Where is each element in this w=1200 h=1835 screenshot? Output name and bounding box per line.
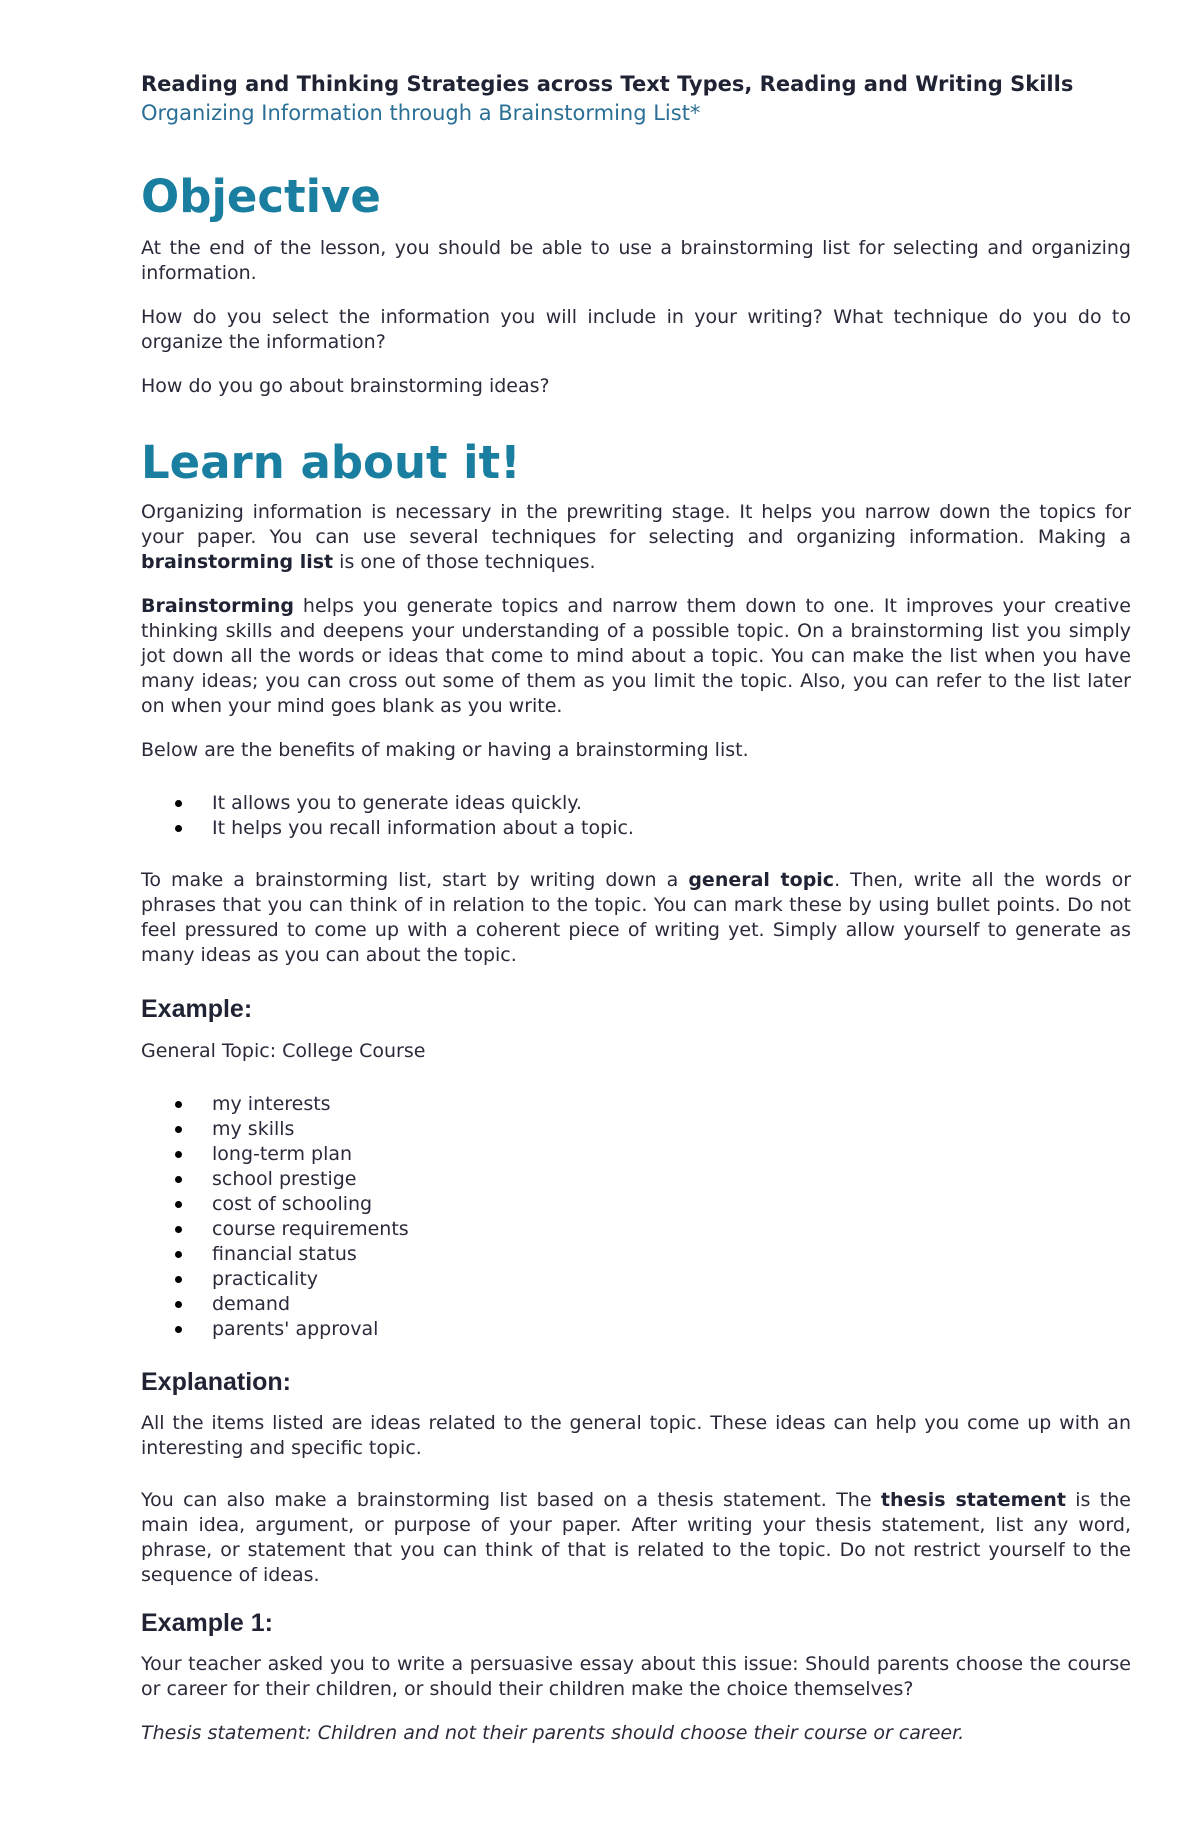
list-item: It allows you to generate ideas quickly. xyxy=(141,791,634,816)
example-heading: Example: xyxy=(141,995,253,1023)
document-header-subtitle: Organizing Information through a Brainstorming List* xyxy=(141,101,701,125)
list-item: practicality xyxy=(141,1267,409,1292)
bullet-icon xyxy=(175,1101,182,1108)
bullet-icon xyxy=(175,1326,182,1333)
bullet-icon xyxy=(175,1201,182,1208)
objective-heading: Objective xyxy=(141,170,381,223)
explanation-paragraph-2: You can also make a brainstorming list based on a thesis statement. The thesis statement is the main idea, argument, or purpose of your paper. After writing your thesis statement, list any word, phrase, or statement that you can think of that is related to the topic. Do not restrict yourself to the sequence of ideas. xyxy=(141,1489,1131,1586)
example-general-topic: General Topic: College Course xyxy=(141,1040,426,1062)
example-brainstorming-list xyxy=(141,1092,409,1342)
bullet-icon xyxy=(175,1126,182,1133)
objective-paragraph-3: How do you go about brainstorming ideas? xyxy=(141,375,550,397)
list-item: my skills xyxy=(141,1117,409,1142)
explanation-heading: Explanation: xyxy=(141,1368,292,1396)
bullet-icon xyxy=(175,800,182,807)
list-item: It helps you recall information about a topic. xyxy=(141,816,634,841)
list-item: my interests xyxy=(141,1092,409,1117)
list-item: financial status xyxy=(141,1242,409,1267)
explanation-paragraph-1: All the items listed are ideas related to the general topic. These ideas can help you come up with an interesting and specific topic. xyxy=(141,1412,1131,1459)
list-item: cost of schooling xyxy=(141,1192,409,1217)
bullet-icon xyxy=(175,1151,182,1158)
list-item: school prestige xyxy=(141,1167,409,1192)
benefits-list xyxy=(141,791,634,841)
example1-paragraph: Your teacher asked you to write a persuasive essay about this issue: Should parents choose the course or career for their children, or should their children make the choice themselves? xyxy=(141,1653,1131,1700)
bullet-icon xyxy=(175,1251,182,1258)
bullet-icon xyxy=(175,1176,182,1183)
objective-paragraph-2: How do you select the information you will include in your writing? What technique do you do to organize the information? xyxy=(141,306,1131,353)
list-item: long-term plan xyxy=(141,1142,409,1167)
learn-paragraph-4: To make a brainstorming list, start by writing down a general topic. Then, write all the words or phrases that you can think of in relation to the topic. You can mark these by using bullet points. Do not feel pressured to come up with a coherent piece of writing yet. Simply allow yourself to generate as many ideas as you can about the topic. xyxy=(141,869,1132,966)
learn-paragraph-1: Organizing information is necessary in the prewriting stage. It helps you narrow down the topics for your paper. You can use several techniques for selecting and organizing information. Making a brainstorming list is one of those techniques. xyxy=(141,501,1131,573)
bullet-icon xyxy=(175,1276,182,1283)
list-item: course requirements xyxy=(141,1217,409,1242)
learn-paragraph-2: Brainstorming helps you generate topics and narrow them down to one. It improves your creative thinking skills and deepens your understanding of a possible topic. On a brainstorming list you simply jot down all the words or ideas that come to mind about a topic. You can make the list when you have many ideas; you can cross out some of them as you limit the topic. Also, you can refer to the list later on when your mind goes blank as you write. xyxy=(141,595,1131,717)
bullet-icon xyxy=(175,1301,182,1308)
learn-paragraph-3: Below are the benefits of making or having a brainstorming list. xyxy=(141,739,749,761)
thesis-statement: Thesis statement: Children and not their parents should choose their course or career. xyxy=(141,1722,965,1744)
list-item: parents' approval xyxy=(141,1317,409,1342)
bullet-icon xyxy=(175,825,182,832)
list-item: demand xyxy=(141,1292,409,1317)
example1-heading: Example 1: xyxy=(141,1609,274,1637)
bullet-icon xyxy=(175,1226,182,1233)
objective-paragraph-1: At the end of the lesson, you should be able to use a brainstorming list for selecting and organizing information. xyxy=(141,237,1131,284)
document-header-title: Reading and Thinking Strategies across Text Types, Reading and Writing Skills xyxy=(141,72,1074,96)
learn-heading: Learn about it! xyxy=(141,436,521,489)
